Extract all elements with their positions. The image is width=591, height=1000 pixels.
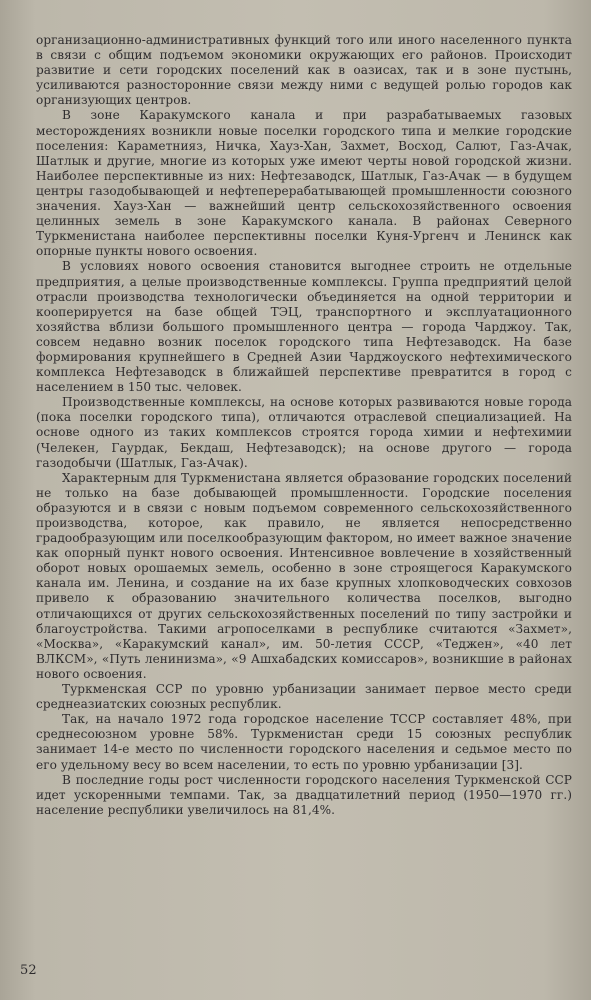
paragraph-7: Так, на начало 1972 года городское население ТССР составляет 48%, при среднесоюзном уровне 58%. Туркменистан среди 15 союзных республик занимает 14-е место по численности городского населения и седьмое место по его удельному весу во всем населении, то есть по уровню урбанизации [3].: [36, 712, 572, 772]
page-number: 52: [20, 963, 37, 978]
paragraph-5: Характерным для Туркменистана является образование городских поселений не только на базе добывающей промышленности. Городские поселения образуются и в связи с новым подъемом современного сельскохозяйственного производства, которое, как правило, не является непосредственно градообразующим или поселкообразующим фактором, но имеет важное значение как опорный пункт нового освоения. Интенсивное вовлечение в хозяйственный оборот новых орошаемых земель, особенно в зоне строящегося Каракумского канала им. Ленина, и создание на их базе крупных хлопководческих совхозов привело к образованию значительного количества поселков, выгодно отличающихся от других сельскохозяйственных поселений по типу застройки и благоустройства. Такими агропоселками в республике считаются «Захмет», «Москва», «Каракумский канал», им. 50-летия СССР, «Теджен», «40 лет ВЛКСМ», «Путь ленинизма», «9 Ашхабадских комиссаров», возникшие в районах нового освоения.: [36, 470, 572, 681]
paragraph-2: В зоне Каракумского канала и при разрабатываемых газовых месторождениях возникли новые поселки городского типа и мелкие городские поселения: Караметнияз, Ничка, Хауз-Хан, Захмет, Восход, Салют, Газ-Ачак, Шатлык и другие, многие из которых уже имеют черты новой городской жизни. Наиболее перспективные из них: Нефтезаводск, Шатлык, Газ-Ачак — в будущем центры газодобывающей и нефтеперерабатывающей промышленности союзного значения. Хауз-Хан — важнейший центр сельскохозяйственного освоения целинных земель в зоне Каракумского канала. В районах Северного Туркменистана наиболее перспективны поселки Куня-Ургенч и Ленинск как опорные пункты нового освоения.: [36, 108, 572, 259]
paragraph-3: В условиях нового освоения становится выгоднее строить не отдельные предприятия, а целые производственные комплексы. Группа предприятий целой отрасли производства технологически объединяется на одной территории и кооперируется на базе общей ТЭЦ, транспортного и эксплуатационного хозяйства вблизи большого промышленного центра — города Чарджоу. Так, совсем недавно возник поселок городского типа Нефтезаводск. На базе формирования крупнейшего в Средней Азии Чарджоуского нефтехимического комплекса Нефтезаводск в ближайшей перспективе превратится в город с населением в 150 тыс. человек.: [36, 259, 572, 395]
paragraph-8: В последние годы рост численности городского населения Туркменской ССР идет ускоренными темпами. Так, за двадцатилетний период (1950—1970 гг.) население республики увеличилось на 81,4%.: [36, 772, 572, 817]
paragraph-4: Производственные комплексы, на основе которых развиваются новые города (пока поселки городского типа), отличаются отраслевой специализацией. На основе одного из таких комплексов строятся города химии и нефтехимии (Челекен, Гаурдак, Бекдаш, Нефтезаводск); на основе другого — города газодобычи (Шатлык, Газ-Ачак).: [36, 395, 572, 470]
paragraph-1: организационно-административных функций того или иного населенного пункта в связи с общим подъемом экономики окружающих его районов. Происходит развитие и сети городских поселений как в оазисах, так и в зоне пустынь, усиливаются разносторонние связи между ними с ведущей ролью городов как организующих центров.: [36, 33, 572, 108]
body-text: [36, 33, 572, 818]
paragraph-6: Туркменская ССР по уровню урбанизации занимает первое место среди среднеазиатских союзных республик.: [36, 682, 572, 712]
